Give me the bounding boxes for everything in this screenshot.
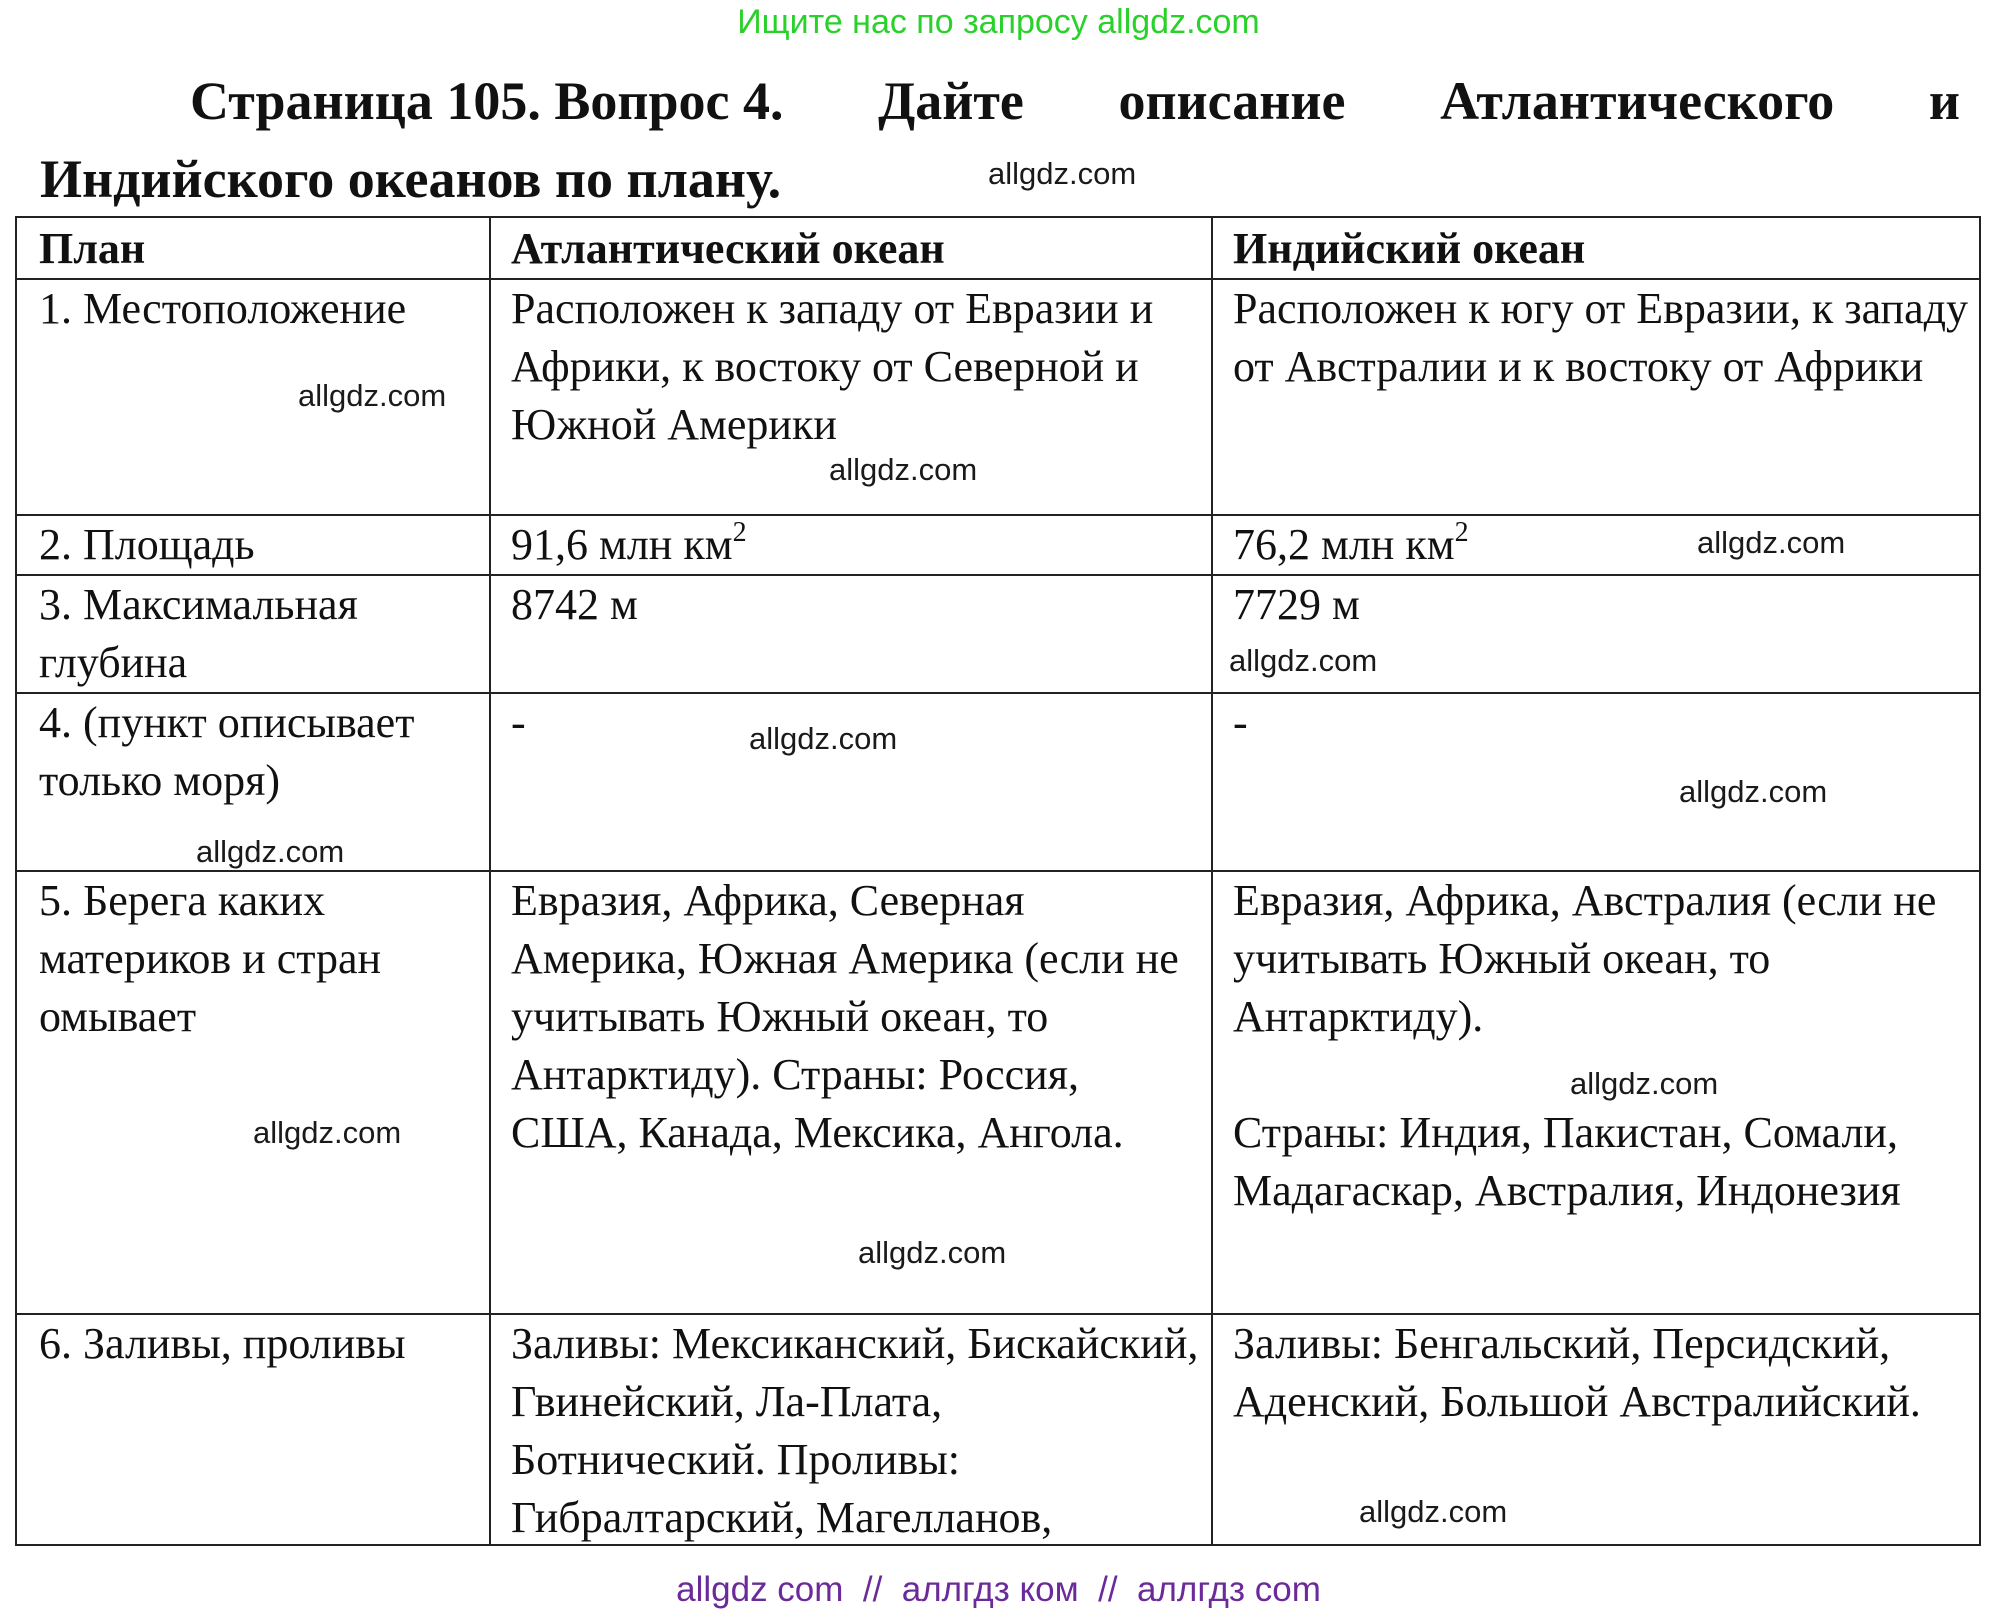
header-plan: План: [39, 224, 146, 273]
watermark: allgdz.com: [749, 721, 898, 756]
watermark: allgdz.com: [196, 834, 345, 869]
watermark: allgdz.com: [858, 1235, 1007, 1270]
row6-plan: 6. Заливы, проливы: [39, 1319, 406, 1368]
row2-plan: 2. Площадь: [39, 520, 255, 569]
watermark: allgdz.com: [1359, 1494, 1508, 1529]
row4-atlantic: -: [511, 698, 526, 747]
superscript: 2: [732, 517, 747, 548]
page-title: [40, 62, 1960, 218]
watermark: allgdz.com: [1679, 774, 1828, 809]
watermark: allgdz.com: [829, 452, 978, 487]
row1-atlantic: Расположен к западу от Евразии и Африки, к востоку от Северной и Южной Америки: [511, 284, 1154, 449]
row5-atlantic: Евразия, Африка, Северная Америка, Южная Америка (если не учитывать Южный океан, то Антарктиду). Страны: Россия, США, Канада, Мексика, Ангола.: [511, 876, 1179, 1157]
row3-indian: 7729 м: [1233, 580, 1360, 629]
row3-plan: 3. Максимальная глубина: [39, 580, 358, 687]
header-atlantic: Атлантический океан: [511, 224, 945, 273]
row1-plan: 1. Местоположение: [39, 284, 407, 333]
top-banner-link[interactable]: Ищите нас по запросу allgdz.com: [737, 3, 1260, 41]
title-part-3: описание: [1118, 71, 1346, 131]
comparison-table: [15, 216, 1981, 1546]
column-divider: [489, 218, 491, 1544]
column-divider: [1211, 218, 1213, 1544]
watermark: allgdz.com: [1570, 1066, 1719, 1101]
title-part-1: Страница 105. Вопрос 4.: [190, 71, 784, 131]
superscript: 2: [1454, 517, 1469, 548]
title-part-2: Дайте: [878, 71, 1024, 131]
watermark: allgdz.com: [253, 1115, 402, 1150]
row5-indian-countries: Страны: Индия, Пакистан, Сомали, Мадагаскар, Австралия, Индонезия: [1233, 1108, 1901, 1215]
footer-links[interactable]: allgdz com // аллгдз ком // аллгдз com: [676, 1570, 1321, 1609]
title-part-4: Атлантического: [1440, 71, 1835, 131]
title-part-5: и: [1928, 71, 1960, 131]
row5-indian: Евразия, Африка, Австралия (если не учитывать Южный океан, то Антарктиду).: [1233, 876, 1937, 1041]
title-line-2: Индийского океанов по плану.: [40, 149, 782, 209]
row6-indian: Заливы: Бенгальский, Персидский, Аденский, Большой Австралийский.: [1233, 1319, 1921, 1426]
watermark: allgdz.com: [1697, 525, 1846, 560]
row4-indian: -: [1233, 698, 1248, 747]
watermark: allgdz.com: [1229, 643, 1378, 678]
row4-plan: 4. (пункт описывает только моря): [39, 698, 415, 805]
row3-atlantic: 8742 м: [511, 580, 638, 629]
row1-indian: Расположен к югу от Евразии, к западу от Австралии и к востоку от Африки: [1233, 284, 1969, 391]
row5-plan: 5. Берега каких материков и стран омывает: [39, 876, 382, 1041]
row6-atlantic: Заливы: Мексиканский, Бискайский, Гвинейский, Ла-Плата, Ботнический. Проливы: Гибралтарский, Магелланов,: [511, 1319, 1199, 1542]
watermark: allgdz.com: [298, 378, 447, 413]
row2-indian: 76,2 млн $км^2$: [1233, 517, 1469, 569]
header-indian: Индийский океан: [1233, 224, 1586, 273]
row2-atlantic: 91,6 млн $км^2$: [511, 517, 747, 569]
watermark: allgdz.com: [988, 156, 1137, 191]
